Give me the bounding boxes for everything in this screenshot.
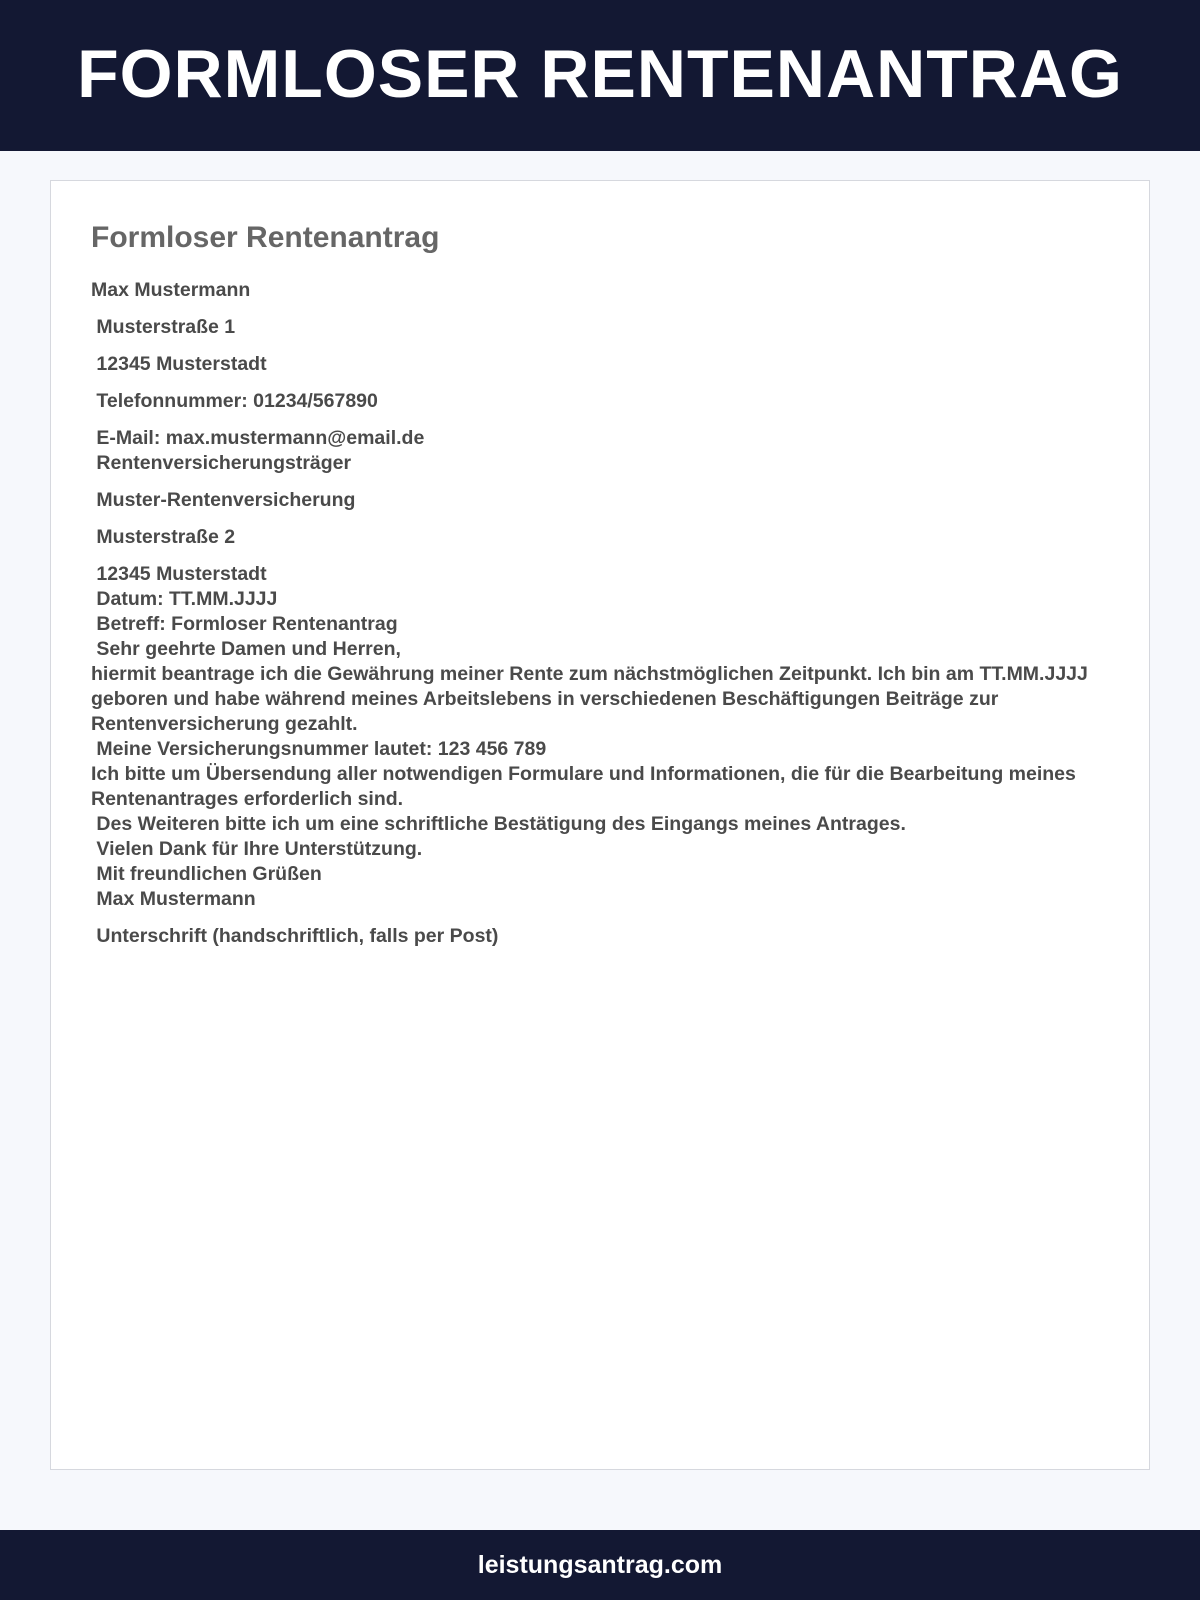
page-title: FORMLOSER RENTENANTRAG [77,35,1123,112]
insurance-number: Meine Versicherungsnummer lautet: 123 456 789 [91,738,547,760]
recipient-street: Musterstraße 2 [91,526,236,548]
letter-title: Formloser Rentenantrag [91,221,440,254]
recipient-name: Muster-Rentenversicherung [91,489,356,511]
page-header [0,0,1200,151]
recipient-city: 12345 Musterstadt [91,563,267,585]
letter-subject: Betreff: Formloser Rentenantrag [91,613,398,635]
letter-paragraph-1: hiermit beantrage ich die Gewährung meiner Rente zum nächstmöglichen Zeitpunkt. Ich bin am TT.MM.JJJJ geboren und habe während meines Arbeitslebens in verschiedenen Beschäftigungen Beiträge zur Rentenversicherung gezahlt. [91,663,1094,735]
signature-name: Max Mustermann [91,888,256,910]
letter-content [91,221,1094,949]
sender-email: E-Mail: max.mustermann@email.de [91,427,425,449]
letter-date: Datum: TT.MM.JJJJ [91,588,278,610]
letter-card [50,180,1150,1470]
letter-thanks: Vielen Dank für Ihre Unterstützung. [91,838,423,860]
sender-name: Max Mustermann [91,279,251,301]
letter-closing: Mit freundlichen Grüßen [91,863,322,885]
page-footer [0,1530,1200,1600]
signature-note: Unterschrift (handschriftlich, falls per Post) [91,925,499,947]
sender-city: 12345 Musterstadt [91,353,267,375]
footer-site: leistungsantrag.com [477,1550,723,1579]
letter-salutation: Sehr geehrte Damen und Herren, [91,638,401,660]
sender-phone: Telefonnummer: 01234/567890 [91,390,378,412]
letter-paragraph-3: Des Weiteren bitte ich um eine schriftliche Bestätigung des Eingangs meines Antrages. [91,813,906,835]
sender-street: Musterstraße 1 [91,316,236,338]
letter-paragraph-2: Ich bitte um Übersendung aller notwendigen Formulare und Informationen, die für die Bearbeitung meines Rentenantrages erforderlich sind. [91,763,1082,810]
recipient-title: Rentenversicherungsträger [91,452,352,474]
